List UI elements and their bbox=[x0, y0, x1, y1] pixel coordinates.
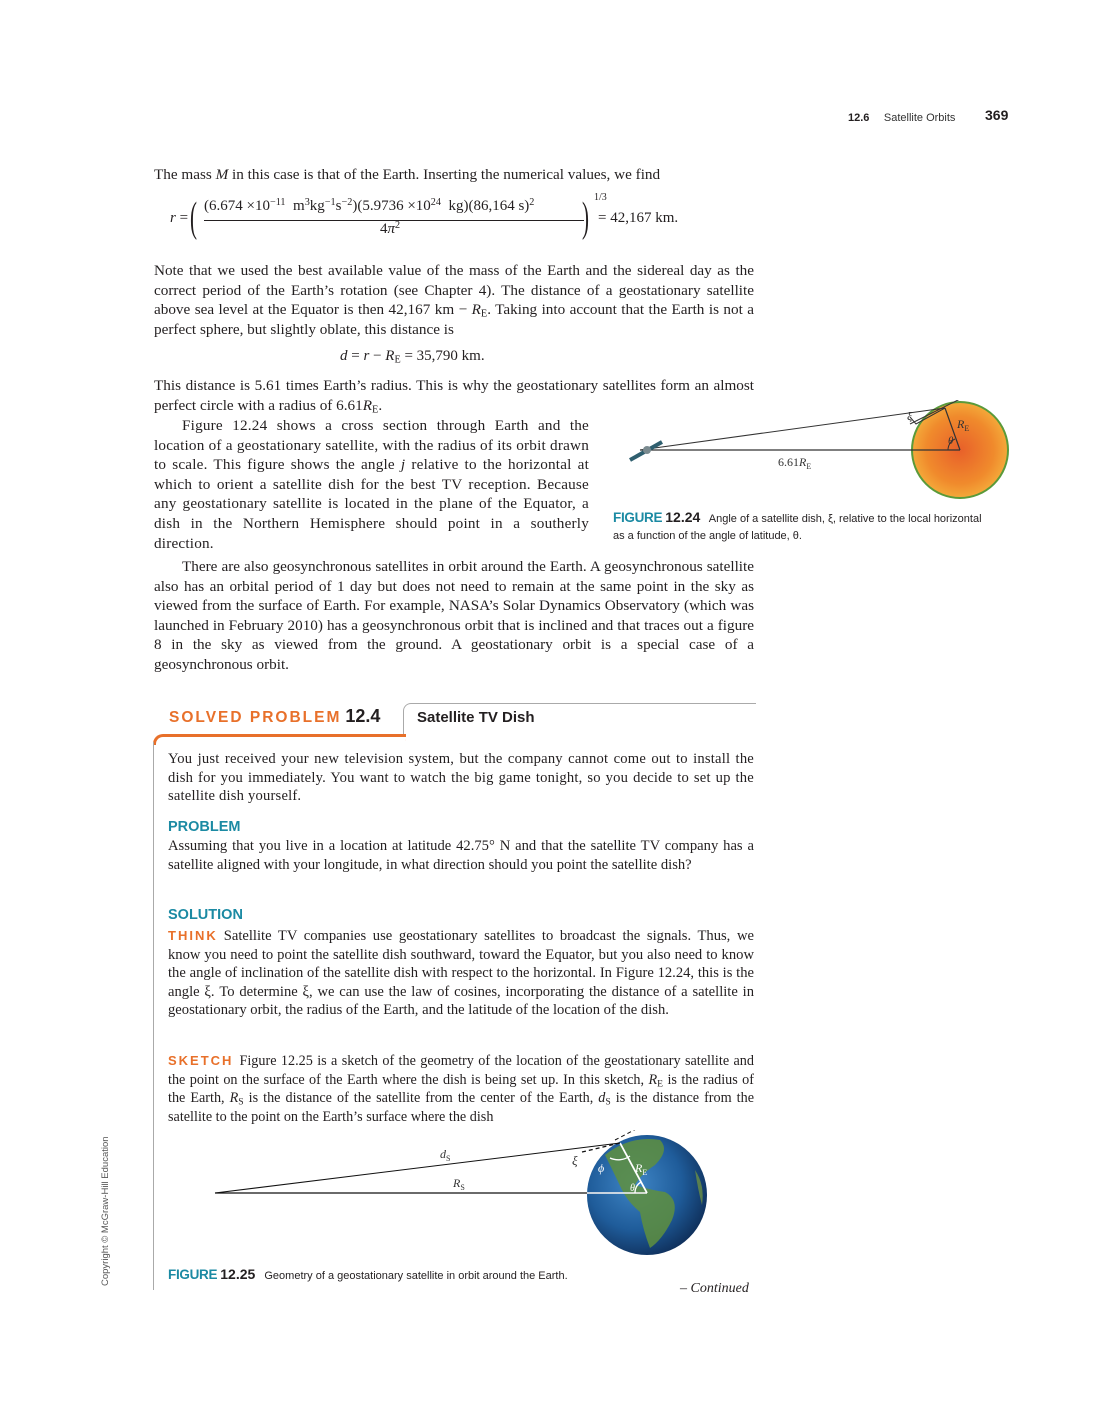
svg-text:RS: $R_S$ bbox=[453, 1176, 465, 1192]
figure-12-25-caption bbox=[168, 1266, 728, 1285]
sketch-paragraph: SKETCH Figure 12.25 is a sketch of the geometry of the location of the geostationary satellite and the point on the surface of the Earth where the dish is being set up. In this sketch, $R_E$ is the radius of the Earth, $R_S$ is the distance of the satellite from the center of the Earth, $d_S$ is the distance from the satellite to the point on the Earth’s surface where the dish bbox=[168, 1053, 754, 1125]
svg-text:ξ: ξ bbox=[907, 409, 913, 423]
problem-text: Assuming that you live in a location at latitude 42.75° N and that the satellite TV company has a satellite aligned with your longitude, in what direction should you point the satellite dish? bbox=[168, 838, 754, 873]
figure-label: FIGURE bbox=[168, 1267, 218, 1282]
solved-problem-left-rule bbox=[153, 742, 154, 1290]
equation-distance: $d = r - R_E = 35,790$ km. bbox=[340, 348, 485, 366]
equation-orbit-radius: r = ( ($6.674 \times 10^{-11}$ $m^3kg^{-1}s^{-2})(5.9736 \times 10^{24}$ kg)(86,164 s)$^2$ $4\pi^2$ ) 1/3 = 42,167 km. bbox=[170, 192, 679, 241]
figure-caption-text: Geometry of a geostationary satellite in orbit around the Earth. bbox=[264, 1270, 568, 1282]
intro-paragraph: The mass M in this case is that of the Earth. Inserting the numerical values, we find bbox=[154, 166, 661, 183]
note-paragraph: Note that we used the best available value of the mass of the Earth and the sidereal day as the correct period of the Earth’s rotation (see Chapter 4). The distance of a geostationary satellite above sea level at the Equator is then 42,167 km − $R_E$. Taking into account that the Earth is not a perfect sphere, but slightly oblate, this distance is bbox=[154, 262, 755, 338]
satellite-icon bbox=[630, 442, 662, 460]
figure-caption-text: Angle of a satellite dish, ξ, relative to the local horizontal as a function of the angle of latitude, θ. bbox=[613, 513, 982, 542]
svg-text:RE: $R_E$ bbox=[635, 1161, 648, 1177]
geostationary-geometry-diagram bbox=[210, 1130, 720, 1260]
svg-text:6.61RE: $6.61R_E$ bbox=[778, 455, 812, 471]
solution-label: SOLUTION bbox=[168, 907, 243, 923]
svg-text:ξ: ξ bbox=[572, 1153, 578, 1168]
figure-reference-paragraph: Figure 12.24 shows a cross section through Earth and the location of a geostationary satellite, with the radius of its orbit drawn to scale. This figure shows the angle j relative to the horizontal at which to orient a satellite dish for the best TV reception. Because any geostationary satellite is located in the plane of the Equator, a dish in the Northern Hemisphere should point in a southerly direction. bbox=[154, 417, 589, 552]
problem-label: PROBLEM bbox=[168, 819, 241, 835]
distance-paragraph: This distance is 5.61 times Earth’s radius. This is why the geostationary satellites form an almost perfect circle with a radius of $6.61R_E$. bbox=[154, 377, 754, 416]
figure-label: FIGURE bbox=[613, 510, 663, 525]
sketch-label: SKETCH bbox=[168, 1053, 234, 1068]
svg-text:θ: θ bbox=[630, 1183, 635, 1194]
solved-problem-number: 12.4 bbox=[345, 706, 381, 726]
think-label: THINK bbox=[168, 928, 218, 943]
figure-number: 12.25 bbox=[220, 1266, 256, 1282]
section-number: 12.6 bbox=[848, 112, 870, 124]
solved-problem-heading: SOLVED PROBLEM bbox=[169, 709, 342, 726]
page-number: 369 bbox=[985, 107, 1009, 123]
svg-text:ϕ: ϕ bbox=[598, 1161, 605, 1175]
section-title: Satellite Orbits bbox=[883, 112, 956, 124]
think-text: Satellite TV companies use geostationary satellites to broadcast the signals. Thus, we know you need to point the satellite dish southward, toward the Equator, but you also need to know the angle of inclination of the satellite dish with respect to the horizontal. In Figure 12.24, this is the angle ξ. To determine ξ, we can use the law of cosines, incorporating the distance of a satellite in geostationary orbit, the radius of the Earth, and the latitude of the location of the dish. bbox=[168, 928, 754, 1018]
figure-number: 12.24 bbox=[665, 509, 701, 525]
satellite-dish-angle-diagram bbox=[610, 400, 1020, 510]
continued-label: – Continued bbox=[680, 1281, 749, 1296]
svg-text:θ: θ bbox=[948, 435, 954, 447]
earth-globe-icon bbox=[587, 1135, 707, 1255]
figure-12-24-caption bbox=[613, 509, 993, 545]
solved-problem-title: Satellite TV Dish bbox=[417, 709, 535, 726]
think-paragraph bbox=[168, 927, 754, 1020]
copyright-notice: Copyright © McGraw-Hill Education bbox=[100, 1136, 111, 1286]
geosynchronous-paragraph: There are also geosynchronous satellites in orbit around the Earth. A geosynchronous satellite also has an orbital period of 1 day but does not need to remain at the same point in the sky as viewed from the surface of Earth. For example, NASA’s Solar Dynamics Observatory (which was launched in February 2010) has a geosynchronous orbit that is inclined and that traces out a figure 8 in the sky as viewed from the ground. A geostationary orbit is a special case of a geosynchronous orbit. bbox=[154, 558, 754, 673]
solved-problem-header bbox=[153, 700, 755, 740]
svg-text:dS: $d_S$ bbox=[440, 1147, 451, 1163]
solved-problem-intro: You just received your new television system, but the company cannot come out to install the dish for you immediately. You want to watch the big game tonight, so you decide to set up the satellite dish yourself. bbox=[168, 751, 754, 804]
equation-result: = 42,167 km. bbox=[598, 210, 679, 226]
figure-12-25 bbox=[210, 1130, 720, 1260]
svg-text:RE: $R_E$ bbox=[957, 417, 970, 433]
figure-12-24 bbox=[610, 400, 1020, 510]
